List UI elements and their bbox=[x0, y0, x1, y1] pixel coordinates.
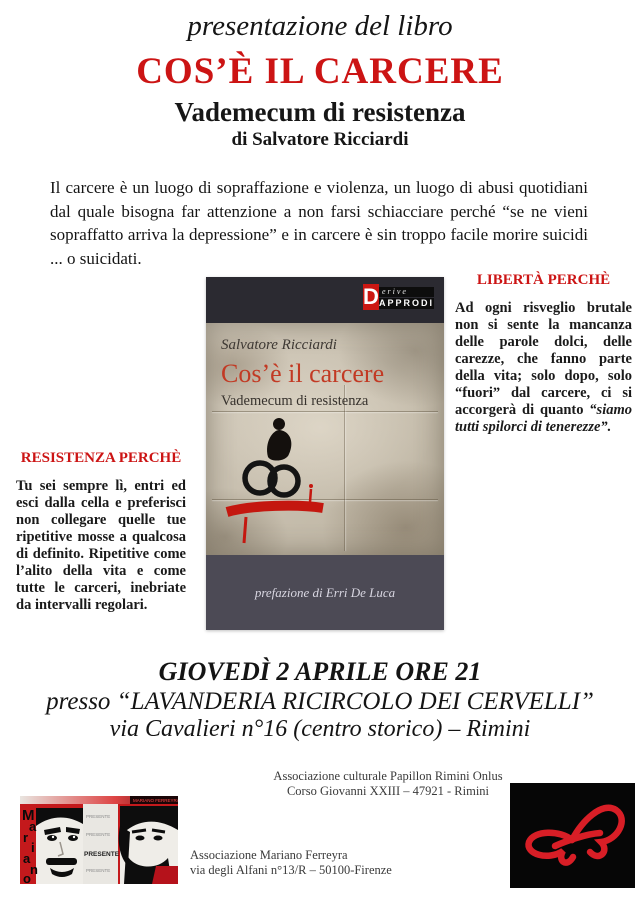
kicker-line: presentazione del libro bbox=[187, 10, 453, 42]
cover-preface: prefazione di Erri De Luca bbox=[254, 585, 396, 600]
mariano-letter: r bbox=[23, 830, 29, 845]
liberta-column bbox=[455, 272, 632, 436]
ferreyra-line2: via degli Alfani n°13/R – 50100-Firenze bbox=[190, 862, 392, 877]
presente-word: PRESENTE bbox=[86, 814, 111, 819]
publisher-erive-label: erive bbox=[379, 287, 434, 297]
book-subtitle: Vademecum di resistenza bbox=[174, 97, 466, 127]
intro-paragraph: Il carcere è un luogo di sopraffazione e violenza, un luogo di abusi quotidiani dal quale bisogna far attenzione a non farsi schiacciare perché “se ne vieni sopraffatto arriva la depressione” e in carcere è sin troppo facile morire suicidi ... o suicidati. bbox=[50, 178, 588, 268]
butterfly-artwork bbox=[510, 783, 635, 888]
liberta-body bbox=[455, 300, 632, 436]
presente-word: PRESENTE bbox=[84, 851, 120, 858]
mariano-letter: n bbox=[30, 862, 38, 877]
cover-wall-texture bbox=[206, 323, 444, 555]
event-date-line: GIOVEDÌ 2 APRILE ORE 21 bbox=[158, 657, 482, 686]
presente-word: PRESENTE bbox=[86, 868, 111, 873]
publisher-approdi-label: APPRODI bbox=[378, 298, 434, 308]
mariano-letter: a bbox=[29, 819, 37, 834]
ferreyra-line1: Associazione Mariano Ferreyra bbox=[190, 848, 348, 862]
deriveapprodi-logo bbox=[363, 284, 434, 311]
mariano-caption: MARIANO FERREYRA bbox=[133, 798, 178, 803]
cover-top-band bbox=[206, 277, 444, 323]
handcuffs-art bbox=[222, 415, 337, 555]
mariano-letter: o bbox=[23, 871, 31, 884]
butterfly-icon bbox=[529, 808, 622, 863]
liberta-body-emphasis: “siamo tutti spilorci di tenerezze”. bbox=[455, 402, 632, 435]
cover-title: Cos’è il carcere bbox=[221, 359, 385, 388]
resistenza-body: Tu sei sempre lì, entri ed esci dalla cella e preferisci non collegare quelle tue ripetitive mosse a qualcosa di definito. Ripetitive come l’alito della vita e come tutte le carceri, inebriate da intervalli regolari. bbox=[16, 478, 186, 613]
publisher-logo-strips bbox=[379, 284, 434, 311]
panel-seam bbox=[212, 411, 438, 412]
resistenza-column bbox=[16, 450, 186, 614]
cover-bottom-band bbox=[206, 555, 444, 630]
event-address-line: via Cavalieri n°16 (centro storico) – Rimini bbox=[109, 716, 531, 742]
book-title: COS’È IL CARCERE bbox=[136, 51, 504, 92]
event-venue-line: presso “LAVANDERIA RICIRCOLO DEI CERVELLI” bbox=[46, 688, 594, 715]
papillon-association-block bbox=[258, 769, 518, 798]
publisher-d-icon: D bbox=[363, 284, 379, 309]
resistenza-heading: RESISTENZA PERCHÈ bbox=[20, 450, 182, 466]
cover-subtitle: Vademecum di resistenza bbox=[221, 393, 369, 409]
ferreyra-association-block bbox=[190, 848, 392, 877]
mariano-ferreyra-artwork bbox=[20, 796, 178, 884]
mariano-letter: a bbox=[23, 851, 31, 866]
mariano-letter: i bbox=[31, 840, 35, 855]
liberta-heading: LIBERTÀ PERCHÈ bbox=[476, 272, 611, 288]
book-cover-image bbox=[206, 277, 444, 630]
right-face-stencil bbox=[119, 806, 178, 884]
mariano-letter: M bbox=[22, 807, 35, 824]
left-face-stencil bbox=[36, 808, 83, 884]
papillon-line1: Associazione culturale Papillon Rimini Onlus bbox=[273, 769, 503, 783]
presente-word: PRESENTE bbox=[86, 832, 111, 837]
cover-author: Salvatore Ricciardi bbox=[221, 337, 337, 353]
liberta-body-text: Ad ogni risveglio brutale non si sente la mancanza delle parole dolci, delle carezze, che fanno parte della vita; solo dopo, solo “fuori” dal carcere, ci si accorgerà di quanto bbox=[455, 300, 632, 418]
papillon-line2: Corso Giovanni XXIII – 47921 - Rimini bbox=[286, 783, 490, 798]
book-author: di Salvatore Ricciardi bbox=[231, 129, 409, 150]
